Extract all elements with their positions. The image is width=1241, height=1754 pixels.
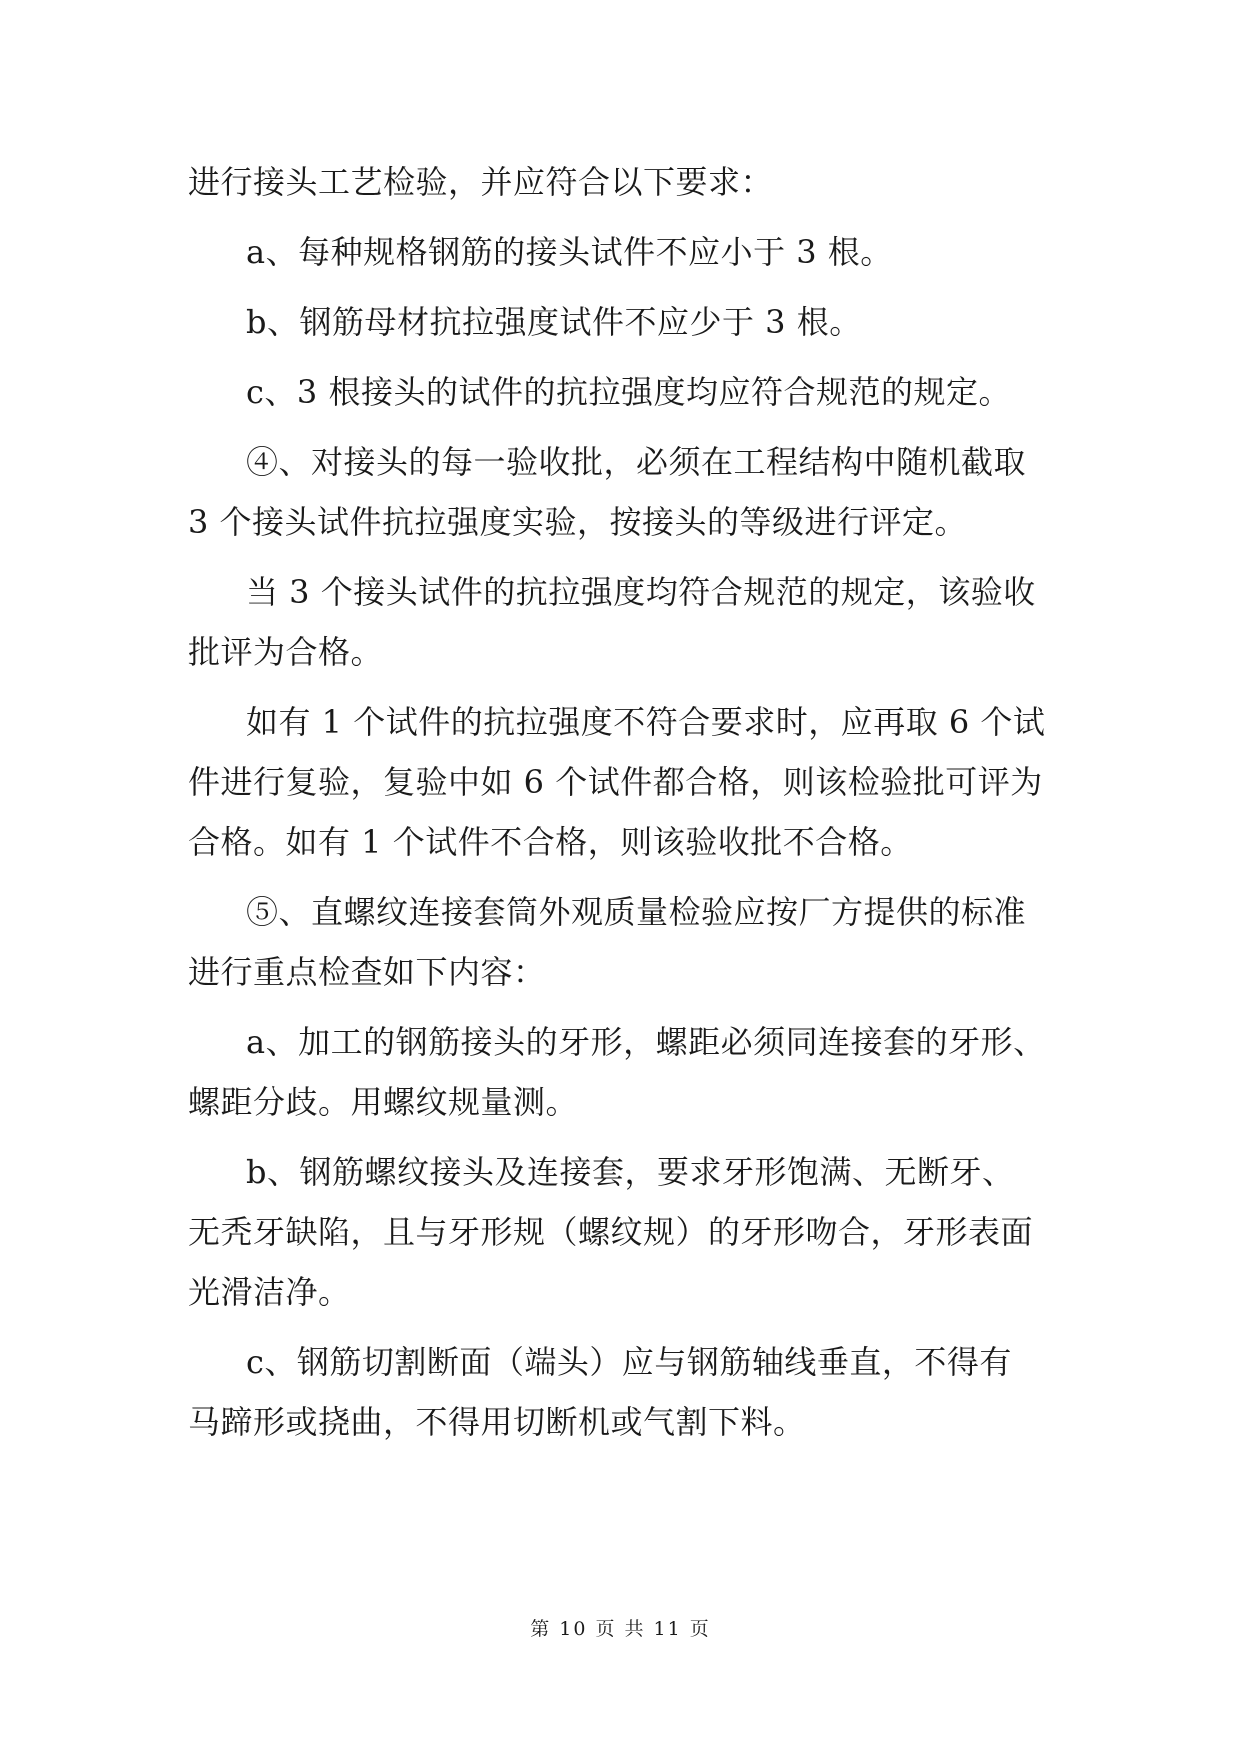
paragraph-line: 3 个接头试件抗拉强度实验，按接头的等级进行评定。 xyxy=(188,503,968,541)
paragraph-line: 光滑洁净。 xyxy=(188,1273,351,1311)
paragraph-line: 当 3 个接头试件的抗拉强度均符合规范的规定，该验收 xyxy=(246,573,1036,611)
paragraph-line: 合格。如有 1 个试件不合格，则该验收批不合格。 xyxy=(188,823,913,861)
paragraph-line: 无秃牙缺陷，且与牙形规（螺纹规）的牙形吻合，牙形表面 xyxy=(188,1213,1034,1251)
page-number-footer: 第 10 页 共 11 页 xyxy=(530,1618,711,1640)
paragraph-line: 批评为合格。 xyxy=(188,633,384,671)
paragraph-line: a、每种规格钢筋的接头试件不应小于 3 根。 xyxy=(246,233,893,271)
paragraph-line: a、加工的钢筋接头的牙形，螺距必须同连接套的牙形、 xyxy=(246,1023,1046,1061)
paragraph-line: 件进行复验，复验中如 6 个试件都合格，则该检验批可评为 xyxy=(188,763,1043,801)
paragraph-line: b、钢筋母材抗拉强度试件不应少于 3 根。 xyxy=(246,303,862,341)
paragraph-line: 马蹄形或挠曲，不得用切断机或气割下料。 xyxy=(188,1403,806,1441)
paragraph-line: ⑤、直螺纹连接套筒外观质量检验应按厂方提供的标准 xyxy=(246,893,1027,931)
paragraph-line: c、钢筋切割断面（端头）应与钢筋轴线垂直，不得有 xyxy=(246,1343,1012,1381)
paragraph-line: 进行重点检查如下内容： xyxy=(188,953,546,991)
paragraph-line: 螺距分歧。用螺纹规量测。 xyxy=(188,1083,579,1121)
paragraph-line: c、3 根接头的试件的抗拉强度均应符合规范的规定。 xyxy=(246,373,1011,411)
paragraph-line: b、钢筋螺纹接头及连接套，要求牙形饱满、无断牙、 xyxy=(246,1153,1015,1191)
paragraph-line: 如有 1 个试件的抗拉强度不符合要求时，应再取 6 个试 xyxy=(246,703,1046,741)
paragraph-line: ④、对接头的每一验收批，必须在工程结构中随机截取 xyxy=(246,443,1027,481)
paragraph-line: 进行接头工艺检验，并应符合以下要求： xyxy=(188,163,774,201)
